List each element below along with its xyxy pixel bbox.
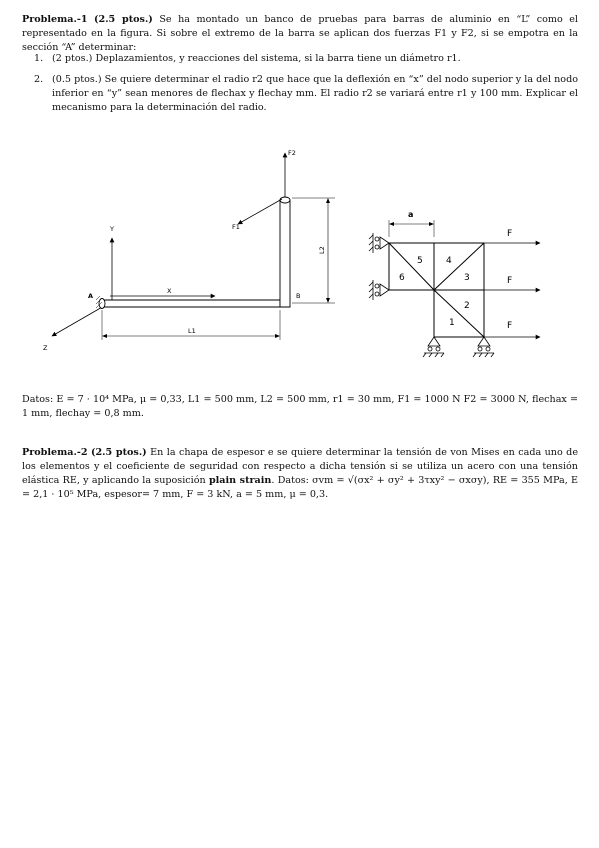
label-l1: L1 — [188, 327, 196, 335]
item-text: Deplazamientos, y reacciones del sistema, si la barra tiene un diámetro r1. — [95, 53, 461, 64]
label-z: Z — [43, 344, 48, 352]
vertical-bar — [280, 200, 290, 307]
item-points: (2 ptos.) — [52, 53, 93, 64]
problem2-title: Problema.-2 — [22, 447, 88, 458]
item-text: Se quiere determinar el radio r2 que hace que la deflexión en “x” del nodo superior y la del nodo inferior en “y” sean menores de flechax y flechay mm. El radio r2 se variará entre r1 y 100 mm. Explicar el mecanismo para la determinación del radio. — [52, 74, 578, 113]
horizontal-bar — [102, 300, 280, 307]
roller-support-middle — [369, 280, 389, 300]
element-6: 6 — [399, 273, 405, 283]
element-4: 4 — [446, 256, 452, 266]
element-2: 2 — [464, 301, 470, 311]
problem1-intro — [22, 13, 578, 55]
z-axis — [52, 306, 104, 336]
label-x: X — [167, 287, 172, 295]
label-a: a — [408, 210, 414, 219]
figure-plate-mesh — [362, 200, 552, 365]
item-number: 1. — [34, 53, 44, 64]
force-f1-arrow — [238, 199, 282, 224]
item-number: 2. — [34, 74, 44, 85]
problem1-item-1 — [34, 52, 578, 66]
label-l2: L2 — [318, 246, 326, 254]
label-f2: F2 — [288, 149, 296, 157]
label-f-top: F — [507, 229, 513, 239]
problem1-points: (2.5 ptos.) — [94, 14, 153, 25]
element-5: 5 — [417, 256, 423, 266]
mesh-lines — [389, 243, 484, 337]
element-1: 1 — [449, 318, 455, 328]
problem1-intro-text: Se ha montado un banco de pruebas para barras de aluminio en “L” como el representado en la figura. Si sobre el extremo de la barra se aplican dos fuerzas F1 y F2, si se empotra en la sección “A” determinar: — [22, 14, 578, 53]
top-end-section — [280, 197, 290, 203]
problem1-title: Problema.-1 — [22, 14, 88, 25]
label-f-bottom: F — [507, 321, 513, 331]
problem2-emphasis: plain strain — [208, 475, 272, 486]
problem2-points: (2.5 ptos.) — [90, 447, 147, 458]
label-f1: F1 — [232, 223, 240, 231]
label-f-mid: F — [507, 276, 513, 286]
problem1-item-2 — [34, 73, 578, 115]
roller-support-bottom-right — [473, 337, 494, 357]
label-y: Y — [110, 225, 114, 233]
roller-support-bottom-left — [423, 337, 444, 357]
problem2-text-a: En la chapa de espesor e se quiere determinar la tensión de von Mises en cada uno de los elementos y el coeficiente de seguridad con respecto a dicha tensión si se utiliza un acero con una tensión elástica RE, y aplicando la suposición — [22, 447, 578, 486]
data-values: E = 7 · 10⁴ MPa, μ = 0,33, L1 = 500 mm, L2 = 500 mm, r1 = 30 mm, F1 = 1000 N F2 = 3000 N, flechax = 1 mm, flechay = 0,8 mm. — [22, 394, 578, 419]
problem2-statement — [22, 446, 578, 502]
figure-l-bar — [30, 140, 350, 365]
data-label: Datos: — [22, 394, 54, 405]
element-3: 3 — [464, 273, 470, 283]
label-a: A — [88, 292, 94, 300]
problem1-data — [22, 393, 578, 421]
roller-support-top — [369, 233, 389, 253]
label-b: B — [296, 292, 301, 300]
item-points: (0.5 ptos.) — [52, 74, 102, 85]
problem2-text-b: . Datos: σvm = √(σx² + σy² + 3τxy² − σxσy), RE = 355 MPa, E = 2,1 · 10⁵ MPa, espesor= 7 mm, F = 3 kN, a = 5 mm, μ = 0,3. — [22, 475, 578, 500]
